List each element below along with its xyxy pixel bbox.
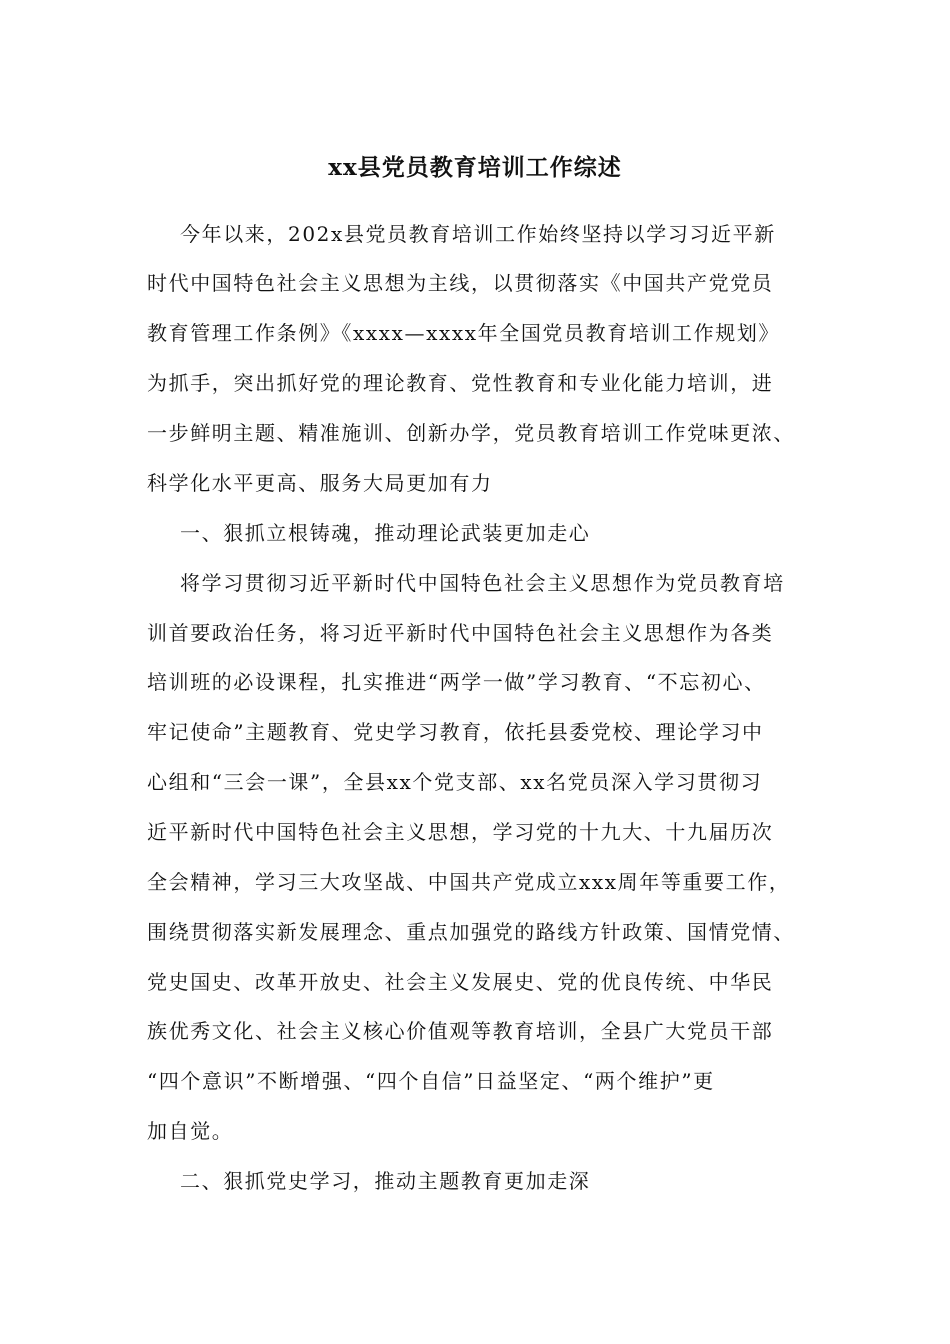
paragraph-line: 族优秀文化、社会主义核心价值观等教育培训，全县广大党员干部 [147, 1019, 774, 1043]
paragraph-line: 近平新时代中国特色社会主义思想，学习党的十九大、十九届历次 [147, 820, 774, 844]
paragraph-line: 加自觉。 [147, 1119, 234, 1143]
paragraph-line: “四个意识”不断增强、“四个自信”日益坚定、“两个维护”更 [147, 1069, 715, 1093]
paragraph-line: 将学习贯彻习近平新时代中国特色社会主义思想作为党员教育培 [180, 571, 785, 595]
document-title: xx县党员教育培训工作综述 [328, 154, 622, 181]
paragraph-line: 党史国史、改革开放史、社会主义发展史、党的优良传统、中华民 [147, 970, 774, 994]
paragraph-line: 牢记使命”主题教育、党史学习教育，依托县委党校、理论学习中 [147, 720, 764, 744]
section-heading: 一、狠抓立根铸魂，推动理论武装更加走心 [180, 521, 591, 545]
paragraph-line: 一步鲜明主题、精准施训、创新办学，党员教育培训工作党味更浓、 [147, 421, 795, 445]
paragraph-line: 围绕贯彻落实新发展理念、重点加强党的路线方针政策、国情党情、 [147, 920, 795, 944]
paragraph-line: 时代中国特色社会主义思想为主线，以贯彻落实《中国共产党党员 [147, 271, 774, 295]
paragraph-line: 心组和“三会一课”，全县xx个党支部、xx名党员深入学习贯彻习 [147, 770, 763, 794]
paragraph-line: 为抓手，突出抓好党的理论教育、党性教育和专业化能力培训，进 [147, 371, 774, 395]
paragraph-line: 今年以来，202x县党员教育培训工作始终坚持以学习习近平新 [180, 222, 776, 246]
paragraph-line: 教育管理工作条例》《xxxx—xxxx年全国党员教育培训工作规划》 [147, 321, 781, 345]
section-heading: 二、狠抓党史学习，推动主题教育更加走深 [180, 1169, 591, 1193]
paragraph-line: 训首要政治任务，将习近平新时代中国特色社会主义思想作为各类 [147, 621, 774, 645]
paragraph-line: 全会精神，学习三大攻坚战、中国共产党成立xxx周年等重要工作， [147, 870, 791, 894]
paragraph-line: 科学化水平更高、服务大局更加有力 [147, 471, 493, 495]
paragraph-line: 培训班的必设课程，扎实推进“两学一做”学习教育、“不忘初心、 [147, 670, 766, 694]
